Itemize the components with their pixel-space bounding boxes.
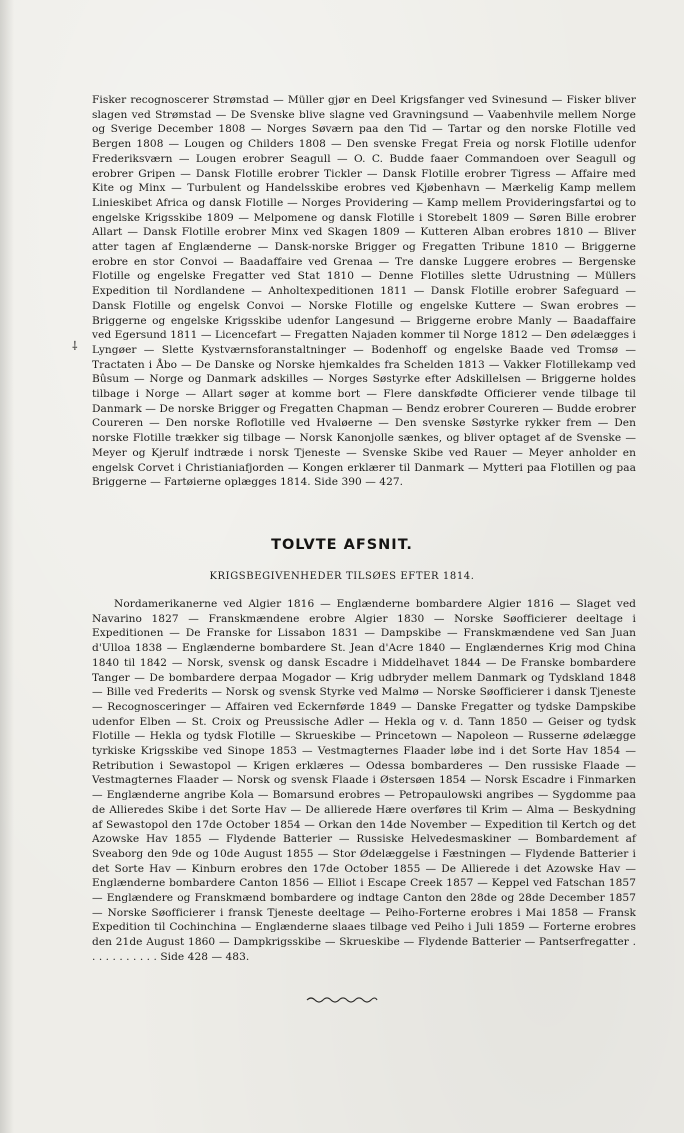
section-11-page-ref: Side 390 — 427. (314, 476, 404, 489)
page-edge-shadow (0, 0, 14, 1133)
section-12-contents (92, 597, 636, 965)
decorative-wave-ornament (305, 994, 379, 1006)
section-12-paragraph: Nordamerikanerne ved Algier 1816 — Englænderne bombardere Algier 1816 — Slaget ved Navarino 1827 — Franskmændene erobre Algier 1830 — Norske Søofficierer deeltage i Expeditionen — De Franske for Lissabon 1831 — Dampskibe — Franskmændene ved San Juan d'Ulloa 1838 — Englænderne bombardere St. Jean d'Acre 1840 — Englændernes Krig mod China 1840 til 1842 — Norsk, svensk og dansk Escadre i Middelhavet 1844 — De Franske bombardere Tanger — De bombardere derpaa Mogador — Krig udbryder mellem Danmark og Tydskland 1848 — Bille ved Frederits — Norsk og svensk Styrke ved Malmø — Norske Søofficierer i dansk Tjeneste — Recognosceringer — Affairen ved Eckernførde 1849 — Danske Fregatter og tydske Dampskibe udenfor Elben — St. Croix og Preussische Adler — Hekla og v. d. Tann 1850 — Geiser og tydsk Flotille — Hekla og tydsk Flotille — Skrueskibe — Princetown — Napoleon — Russerne ødelægge tyrkiske Krigsskibe ved Sinope 1853 — Vestmagternes Flaader løbe ind i det Sorte Hav 1854 — Retribution i Sewastopol — Krigen erklæres — Odessa bombarderes — Den russiske Flaade — Vestmagternes Flaader — Norsk og svensk Flaade i Østersøen 1854 — Norsk Escadre i Finmarken — Englænderne angribe Kola — Bomarsund erobres — Petropaulowski angribes — Sygdomme paa de Allieredes Skibe i det Sorte Hav — De allierede Hære overføres til Krim — Alma — Beskydning af Sewastopol den 17de October 1854 — Orkan den 14de November — Expedition til Kertch og det Azowske Hav 1855 — Flydende Batterier — Russiske Helvedesmaskiner — Bombardement af Sveaborg den 9de og 10de August 1855 — Stor Ødelæggelse i Fæstningen — Flydende Batterier i det Sorte Hav — Kinburn erobres den 17de October 1855 — De Allierede i det Azowske Hav — Englænderne bombardere Canton 1856 — Elliot i Escape Creek 1857 — Keppel ved Fatschan 1857 — Englændere og Franskmænd bombardere og indtage Canton den 28de og 28de December 1857 — Norske Søofficierer i fransk Tjeneste deeltage — Peiho-Forterne erobres i Mai 1858 — Fransk Expedition til Cochinchina — Englænderne slaaes tilbage ved Peiho i Juli 1859 — Forterne erobres den 21de August 1860 — Dampkrigsskibe — Skrueskibe — Flydende Batterier — Pantserfregatter . . . . . . . . . . . (92, 598, 636, 963)
section-11-contents (92, 93, 636, 490)
section-12-subtitle: KRIGSBEGIVENHEDER TILSØES EFTER 1814. (209, 571, 475, 582)
margin-annotation: ⸸ (72, 339, 78, 353)
section-12-title: TOLVTE AFSNIT. (271, 537, 413, 553)
section-11-paragraph: Fisker recognoscerer Strømstad — Müller gjør en Deel Krigsfanger ved Svinesund — Fisker bliver slagen ved Strømstad — De Svenske blive slagne ved Gravningsund — Vaabenhvile mellem Norge og Sverige December 1808 — Norges Søværn paa den Tid — Tartar og den norske Flotille ved Bergen 1808 — Lougen og Childers 1808 — Den svenske Fregat Freia og norsk Flotille udenfor Frederiksværn — Lougen erobrer Seagull — O. C. Budde faaer Commandoen over Seagull og erobrer Gripen — Dansk Flotille erobrer Tickler — Dansk Flotille erobrer Tigress — Affaire med Kite og Minx — Turbulent og Handelsskibe erobres ved Kjøbenhavn — Mærkelig Kamp mellem Linieskibet Africa og dansk Flotille — Norges Providering — Kamp mellem Provideringsfartøi og to engelske Krigsskibe 1809 — Melpomene og dansk Flotille i Storebelt 1809 — Søren Bille erobrer Allart — Dansk Flotille erobrer Minx ved Skagen 1809 — Kutteren Alban erobres 1810 — Bliver atter tagen af Englænderne — Dansk-norske Brigger og Fregatten Tribune 1810 — Briggerne erobre en stor Convoi — Baadaffaire ved Grenaa — Tre danske Luggere erobres — Bergenske Flotille og engelske Fregatter ved Stat 1810 — Denne Flotilles slette Udrustning — Müllers Expedition til Nordlandene — Anholtexpeditionen 1811 — Dansk Flotille erobrer Safeguard — Dansk Flotille og engelsk Convoi — Norske Flotille og engelske Kuttere — Swan erobres — Briggerne og engelske Krigsskibe udenfor Langesund — Briggerne erobre Manly — Baadaffaire ved Egersund 1811 — Licencefart — Fregatten Najaden kommer til Norge 1812 — Den ødelægges i Lyngøer — Slette Kystværnsforanstaltninger — Bodenhoff og engelske Baade ved Tromsø — Tractaten i Åbo — De Danske og Norske hjemkaldes fra Schelden 1813 — Vakker Flotillekamp ved Bûsum — Norge og Danmark adskilles — Norges Søstyrke efter Adskillelsen — Briggerne holdes tilbage i Norge — Allart søger at komme bort — Flere danskfødte Officierer vende tilbage til Danmark — De norske Brigger og Fregatten Chapman — Bendz erobrer Coureren — Budde erobrer Coureren — Den norske Roflotille ved Hvaløerne — Den svenske Søstyrke rykker frem — Den norske Flotille trækker sig tilbage — Norsk Kanonjolle sænkes, og bliver optaget af de Svenske — Meyer og Kjerulf indtræde i norsk Tjeneste — Svenske Skibe ved Rauer — Meyer anholder en engelsk Corvet i Christianiafjorden — Kongen erklærer til Danmark — Mytteri paa Flotillen og paa Briggerne — Fartøierne oplægges 1814. (92, 94, 636, 489)
section-12-page-ref: Side 428 — 483. (160, 950, 250, 963)
